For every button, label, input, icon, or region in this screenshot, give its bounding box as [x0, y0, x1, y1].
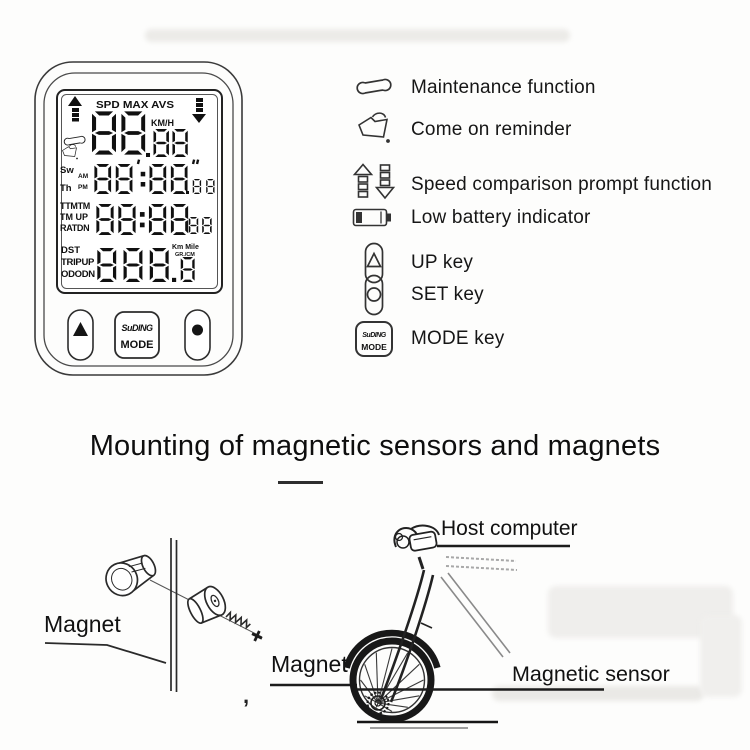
- lcd-th-label: Th: [60, 183, 72, 194]
- svg-text:MODE: MODE: [361, 342, 387, 352]
- bike-diagram: [347, 517, 670, 728]
- set-dot-icon: [192, 325, 203, 336]
- device-up-button: [68, 310, 93, 360]
- legend-label: Maintenance function: [411, 77, 596, 98]
- host-computer-device: [409, 531, 437, 551]
- wrench-icon: [350, 66, 398, 110]
- lcd-sw-label: Sw: [60, 165, 74, 176]
- frame-top-tube: [446, 557, 517, 570]
- legend-label: SET key: [411, 284, 484, 305]
- lcd-ratdn-label: RATDN: [60, 223, 90, 233]
- magnet-cylinder: [100, 548, 160, 601]
- brand-logo: SuDING: [121, 323, 153, 333]
- section-underline: [278, 481, 323, 484]
- mounting-diagram: [0, 495, 750, 750]
- screw-icon: [250, 629, 265, 644]
- legend-label: MODE key: [411, 328, 505, 349]
- icon-legend: [350, 62, 750, 392]
- frame-down-tube: [441, 573, 510, 657]
- lcd-dst-label: DST: [61, 245, 80, 256]
- magnet-holder-cylinder: [184, 583, 230, 627]
- set-key-icon: [350, 273, 398, 317]
- lcd-km-mile-label: Km Mile: [172, 244, 199, 251]
- label-host-computer: Host computer: [441, 517, 578, 540]
- magnet-assembly-diagram: [44, 538, 357, 708]
- legend-row-low-battery: [350, 196, 591, 240]
- label-magnet-left: Magnet: [44, 611, 121, 637]
- legend-label: Low battery indicator: [411, 207, 591, 228]
- battery-icon: [350, 196, 398, 240]
- legend-row-mode-key: [350, 317, 504, 361]
- lcd-kmh-label: KM/H: [151, 118, 174, 128]
- device-mode-button: [115, 312, 159, 358]
- legend-row-maintenance: [350, 66, 596, 110]
- lcd-tripup-label: TRIPUP: [61, 257, 95, 268]
- svg-text:SuDING: SuDING: [362, 332, 386, 339]
- lcd-pm-label: PM: [78, 184, 88, 191]
- scan-artifact: [145, 29, 570, 42]
- legend-label: UP key: [411, 252, 474, 273]
- mode-button-label: MODE: [120, 339, 154, 351]
- magnet-leader-line: [45, 643, 166, 663]
- lcd-gr-cm-label: GR./CM: [175, 252, 195, 258]
- oil-can-icon: [350, 108, 398, 152]
- label-magnetic-sensor: Magnetic sensor: [512, 662, 670, 686]
- label-magnet-bottom: Magnet: [271, 651, 348, 677]
- lcd-am-label: AM: [78, 173, 89, 180]
- lcd-spd-max-avs-label: SPD MAX AVS: [96, 99, 174, 111]
- lcd-ododn-label: ODODN: [61, 269, 95, 280]
- lcd-tmup-label: TM UP: [60, 212, 88, 222]
- legend-row-set-key: [350, 273, 484, 317]
- device-set-button: [185, 310, 210, 360]
- lcd-ttmtm-label: TTMTM: [60, 201, 90, 211]
- legend-label: Come on reminder: [411, 119, 572, 140]
- bike-computer-illustration: [30, 52, 260, 382]
- section-title: Mounting of magnetic sensors and magnets: [89, 430, 661, 462]
- stray-comma-mark: ,: [243, 683, 250, 708]
- mode-key-icon: [350, 317, 398, 361]
- legend-row-come-on-reminder: [350, 108, 572, 152]
- legend-label: Speed comparison prompt function: [411, 174, 713, 195]
- spring: [226, 612, 252, 629]
